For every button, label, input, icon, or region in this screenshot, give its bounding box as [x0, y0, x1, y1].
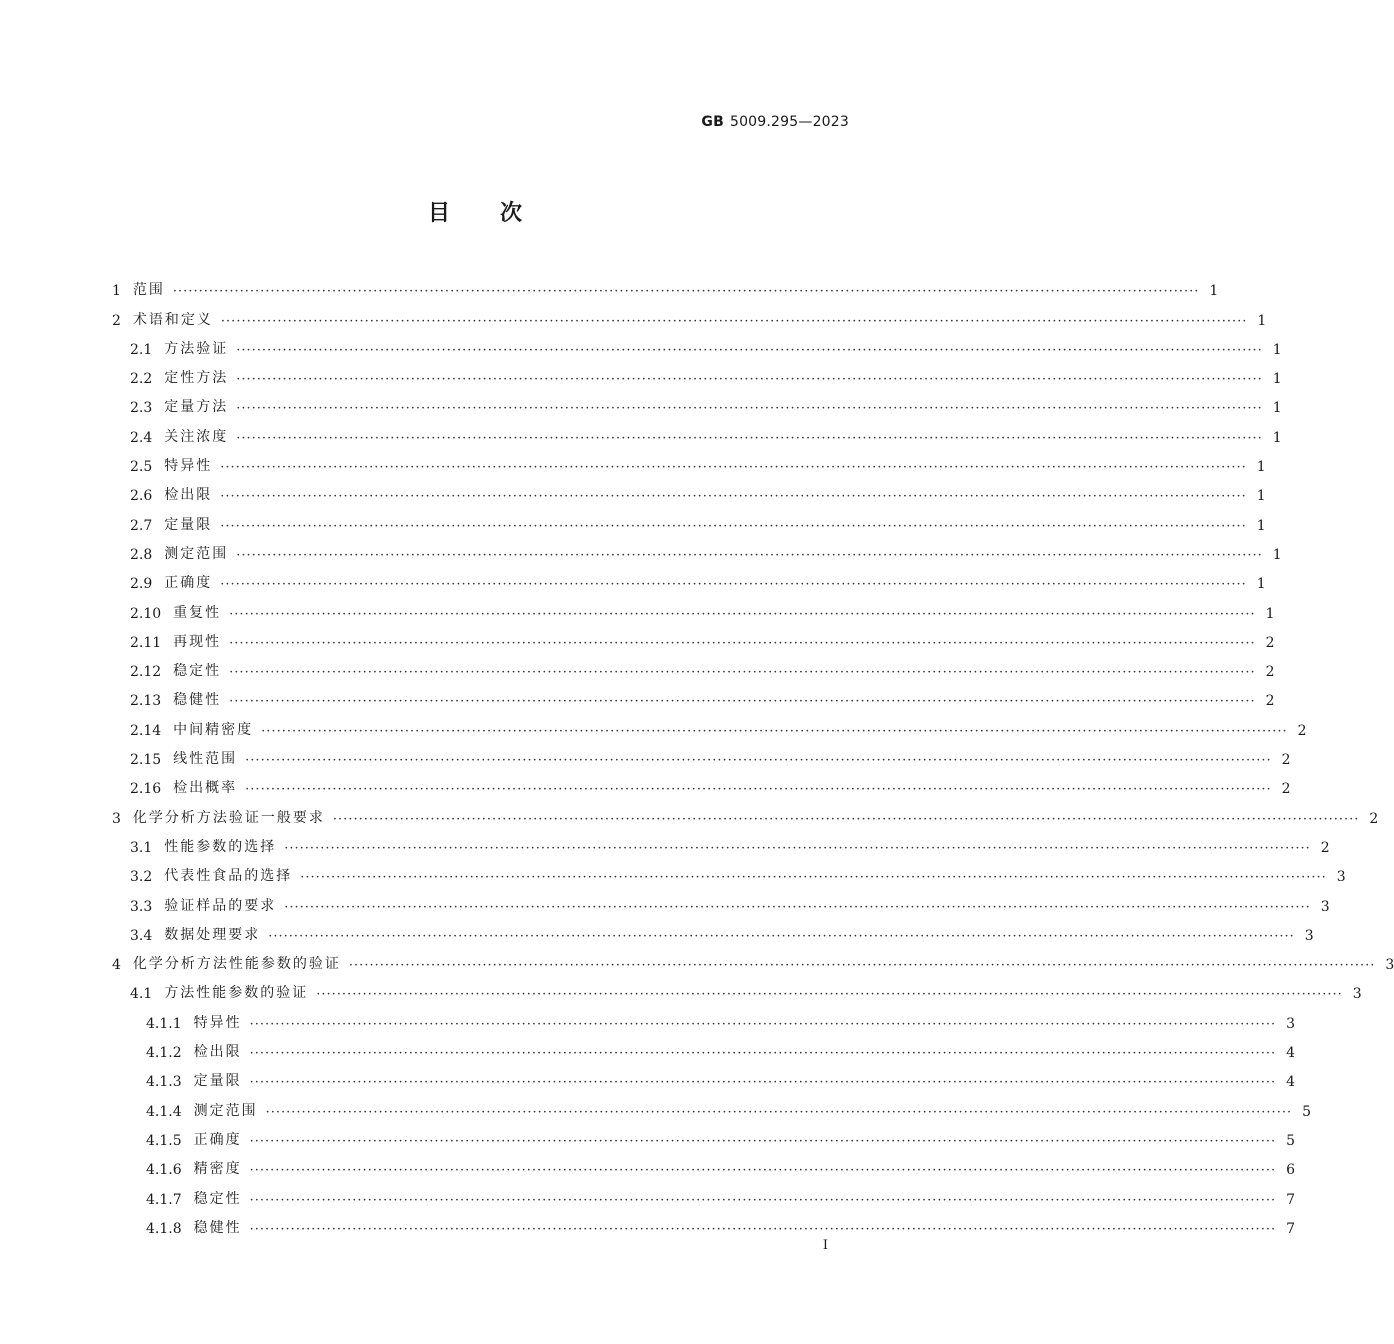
- toc-entry-number: 4.1.1: [146, 1015, 182, 1032]
- toc-entry-page: 3: [1304, 927, 1314, 944]
- toc-entry[interactable]: [112, 651, 1275, 681]
- toc-entry[interactable]: [112, 446, 1266, 476]
- toc-entry-number: 3.3: [130, 898, 153, 915]
- toc-entry-number: 3.4: [130, 927, 153, 944]
- toc-entry[interactable]: [112, 416, 1282, 446]
- toc-entry-label: 检出概率: [173, 780, 238, 797]
- toc-entry[interactable]: [112, 504, 1266, 534]
- toc-entry-page: 1: [1272, 546, 1282, 563]
- toc-entry-label: 正确度: [193, 1131, 242, 1148]
- toc-entry-label: 定性方法: [164, 370, 229, 387]
- standard-prefix: GB: [701, 114, 724, 130]
- toc-entry[interactable]: [112, 1120, 1296, 1149]
- toc-entry-page: 7: [1286, 1220, 1296, 1237]
- toc-entry-number: 2.11: [130, 634, 162, 651]
- toc-entry[interactable]: [112, 827, 1330, 856]
- toc-entry[interactable]: [112, 1090, 1312, 1120]
- toc-entry-number: 3.1: [130, 839, 153, 856]
- toc-entry-number: 3: [112, 810, 121, 827]
- toc-entry-label: 数据处理要求: [164, 926, 261, 943]
- toc-leader-dots: ········································································································································································································: [236, 401, 1263, 417]
- toc-leader-dots: ········································································································································································································: [261, 723, 1288, 739]
- toc-entry-number: 2.8: [130, 546, 153, 563]
- toc-entry-number: 2.5: [130, 459, 153, 476]
- toc-entry-label: 再现性: [173, 633, 222, 650]
- toc-entry-page: 6: [1286, 1162, 1296, 1179]
- toc-entry[interactable]: [112, 387, 1282, 417]
- toc-entry-page: 5: [1302, 1103, 1312, 1120]
- toc-entry-label: 化学分析方法验证一般要求: [132, 809, 325, 826]
- toc-entry-page: 3: [1336, 869, 1346, 886]
- toc-leader-dots: ········································································································································································································: [348, 958, 1376, 974]
- toc-entry[interactable]: [112, 1061, 1296, 1091]
- toc-entry-page: 3: [1385, 957, 1394, 974]
- toc-entry-page: 1: [1256, 576, 1266, 593]
- page-number: I: [822, 1238, 828, 1253]
- toc-entry-page: 1: [1256, 459, 1266, 476]
- toc-entry-page: 2: [1320, 839, 1330, 856]
- toc-entry[interactable]: [112, 973, 1362, 1003]
- toc-entry-number: 2.6: [130, 488, 153, 505]
- toc-entry-page: 2: [1265, 634, 1275, 651]
- toc-leader-dots: ········································································································································································································: [316, 987, 1343, 1003]
- toc-entry-number: 2.4: [130, 429, 153, 446]
- toc-entry[interactable]: [112, 885, 1330, 915]
- toc-entry-label: 精密度: [193, 1161, 242, 1178]
- toc-entry-page: 4: [1286, 1074, 1296, 1091]
- toc-entry[interactable]: [112, 915, 1314, 944]
- toc-entry[interactable]: [112, 1208, 1296, 1237]
- toc-leader-dots: ········································································································································································································: [268, 928, 1295, 944]
- toc-leader-dots: ········································································································································································································: [220, 518, 1247, 534]
- toc-entry[interactable]: [112, 592, 1275, 622]
- toc-leader-dots: ········································································································································································································: [220, 489, 1247, 505]
- standard-number: [701, 114, 849, 130]
- toc-entry[interactable]: [112, 1149, 1296, 1179]
- toc-entry[interactable]: [112, 856, 1346, 886]
- toc-entry-page: 2: [1281, 752, 1291, 769]
- toc-leader-dots: ········································································································································································································: [249, 1046, 1277, 1062]
- toc-leader-dots: ········································································································································································································: [236, 547, 1263, 563]
- toc-entry-page: 1: [1265, 605, 1275, 622]
- toc-entry[interactable]: [112, 1002, 1296, 1032]
- toc-entry-page: 2: [1369, 810, 1379, 827]
- toc-entry-label: 范围: [132, 282, 165, 299]
- toc-entry[interactable]: [112, 270, 1219, 300]
- toc-entry-label: 定量方法: [164, 399, 229, 416]
- toc-entry-number: 4.1: [130, 986, 153, 1003]
- toc-entry-number: 4.1.2: [146, 1045, 182, 1062]
- toc-entry-page: 2: [1281, 781, 1291, 798]
- toc-entry-number: 2.1: [130, 341, 153, 358]
- toc-leader-dots: ········································································································································································································: [284, 840, 1311, 856]
- toc-leader-dots: ········································································································································································································: [245, 782, 1272, 798]
- toc-entry-page: 3: [1352, 986, 1362, 1003]
- toc-entry[interactable]: [112, 329, 1282, 358]
- toc-entry-number: 2.12: [130, 664, 162, 681]
- toc-entry-page: 5: [1286, 1132, 1296, 1149]
- toc-entry-number: 2.16: [130, 781, 162, 798]
- toc-entry-page: 3: [1286, 1015, 1296, 1032]
- toc-leader-dots: ········································································································································································································: [249, 1192, 1277, 1208]
- toc-entry-label: 检出限: [193, 1044, 242, 1061]
- toc-entry-label: 稳定性: [193, 1190, 242, 1207]
- toc-leader-dots: ········································································································································································································: [249, 1163, 1277, 1179]
- toc-entry[interactable]: [112, 680, 1275, 710]
- toc-entry-label: 关注浓度: [164, 428, 229, 445]
- toc-leader-dots: ········································································································································································································: [249, 1016, 1277, 1032]
- toc-leader-dots: ········································································································································································································: [249, 1133, 1277, 1149]
- toc-entry-page: 1: [1272, 341, 1282, 358]
- toc-entry[interactable]: [112, 797, 1379, 827]
- toc-entry-number: 4.1.6: [146, 1162, 182, 1179]
- toc-entry[interactable]: [112, 944, 1394, 974]
- toc-entry-number: 4: [112, 957, 121, 974]
- toc-entry-page: 2: [1297, 722, 1307, 739]
- toc-entry[interactable]: [112, 768, 1291, 798]
- toc-entry-number: 2.14: [130, 722, 162, 739]
- toc-entry-label: 验证样品的要求: [164, 897, 277, 914]
- toc-leader-dots: ········································································································································································································: [300, 870, 1327, 886]
- toc-entry-page: 7: [1286, 1191, 1296, 1208]
- toc-entry-number: 2.3: [130, 400, 153, 417]
- toc-entry-label: 定量限: [193, 1073, 242, 1090]
- toc-entry-label: 稳定性: [173, 663, 222, 680]
- toc-entry-page: 1: [1257, 312, 1267, 329]
- toc-entry-label: 稳健性: [193, 1219, 242, 1236]
- toc-entry[interactable]: [112, 1178, 1296, 1208]
- toc-entry-label: 测定范围: [193, 1102, 258, 1119]
- toc-leader-dots: ········································································································································································································: [236, 342, 1263, 358]
- toc-leader-dots: ········································································································································································································: [229, 606, 1256, 622]
- toc-entry[interactable]: [112, 709, 1307, 739]
- toc-entry-label: 稳健性: [173, 692, 222, 709]
- toc-entry-number: 4.1.5: [146, 1132, 182, 1149]
- toc-entry-page: 2: [1265, 693, 1275, 710]
- toc-entry-label: 中间精密度: [173, 721, 254, 738]
- toc-leader-dots: ········································································································································································································: [284, 899, 1311, 915]
- toc-entry-label: 性能参数的选择: [164, 838, 277, 855]
- toc-entry-label: 测定范围: [164, 545, 229, 562]
- toc-entry-number: 2.10: [130, 605, 162, 622]
- toc-entry-number: 4.1.4: [146, 1103, 182, 1120]
- toc-entry-number: 4.1.3: [146, 1074, 182, 1091]
- toc-leader-dots: ········································································································································································································: [236, 430, 1263, 446]
- toc-entry-page: 1: [1272, 371, 1282, 388]
- toc-entry[interactable]: [112, 622, 1275, 651]
- toc-leader-dots: ········································································································································································································: [249, 1075, 1277, 1091]
- toc-entry-page: 1: [1272, 429, 1282, 446]
- toc-leader-dots: ········································································································································································································: [220, 313, 1248, 329]
- toc-entry-label: 特异性: [193, 1014, 242, 1031]
- toc-leader-dots: ········································································································································································································: [265, 1104, 1293, 1120]
- toc-entry-page: 4: [1286, 1045, 1296, 1062]
- toc-leader-dots: ········································································································································································································: [172, 284, 1200, 300]
- toc-leader-dots: ········································································································································································································: [236, 372, 1263, 388]
- toc-leader-dots: ········································································································································································································: [220, 460, 1247, 476]
- toc-entry-label: 代表性食品的选择: [164, 868, 293, 885]
- standard-code: 5009.295—2023: [729, 114, 849, 130]
- toc-entry[interactable]: [112, 534, 1282, 563]
- toc-entry-label: 方法验证: [164, 340, 229, 357]
- toc-entry-page: 1: [1272, 400, 1282, 417]
- toc-entry-page: 1: [1256, 517, 1266, 534]
- toc-entry-number: 1: [112, 283, 121, 300]
- toc-entry-label: 方法性能参数的验证: [164, 985, 309, 1002]
- toc-entry[interactable]: [112, 563, 1266, 593]
- toc-entry[interactable]: [112, 299, 1267, 329]
- toc-leader-dots: ········································································································································································································: [249, 1221, 1277, 1237]
- toc-entry-label: 正确度: [164, 575, 213, 592]
- toc-entry-page: 2: [1265, 664, 1275, 681]
- toc-leader-dots: ········································································································································································································: [245, 753, 1272, 769]
- toc-entry-page: 3: [1320, 898, 1330, 915]
- toc-entry-label: 重复性: [173, 604, 222, 621]
- toc-leader-dots: ········································································································································································································: [220, 577, 1247, 593]
- toc-entry-number: 2.9: [130, 576, 153, 593]
- page-title: 目次: [427, 200, 572, 226]
- toc-entry-number: 2: [112, 312, 121, 329]
- toc-entry-number: 2.13: [130, 693, 162, 710]
- toc-entry-number: 4.1.8: [146, 1220, 182, 1237]
- toc-entry-page: 1: [1209, 283, 1219, 300]
- toc-entry[interactable]: [112, 1032, 1296, 1062]
- toc-entry[interactable]: [112, 358, 1282, 388]
- toc-entry-number: 2.2: [130, 371, 153, 388]
- toc-leader-dots: ········································································································································································································: [229, 635, 1256, 651]
- toc-entry[interactable]: [112, 475, 1266, 505]
- toc-entry-label: 特异性: [164, 458, 213, 475]
- toc-entry-label: 化学分析方法性能参数的验证: [132, 956, 341, 973]
- toc-leader-dots: ········································································································································································································: [229, 665, 1256, 681]
- toc-entry-number: 4.1.7: [146, 1191, 182, 1208]
- toc-entry-number: 2.15: [130, 752, 162, 769]
- toc-entry-label: 术语和定义: [132, 311, 213, 328]
- toc-entry-number: 2.7: [130, 517, 153, 534]
- toc-entry[interactable]: [112, 739, 1291, 769]
- toc-leader-dots: ········································································································································································································: [229, 694, 1256, 710]
- toc-entry-page: 1: [1256, 488, 1266, 505]
- toc-leader-dots: ········································································································································································································: [332, 811, 1360, 827]
- toc-entry-label: 线性范围: [173, 751, 238, 768]
- toc-entry-number: 3.2: [130, 869, 153, 886]
- toc-entry-label: 检出限: [164, 487, 213, 504]
- toc-entry-label: 定量限: [164, 516, 213, 533]
- table-of-contents: [112, 270, 1394, 1237]
